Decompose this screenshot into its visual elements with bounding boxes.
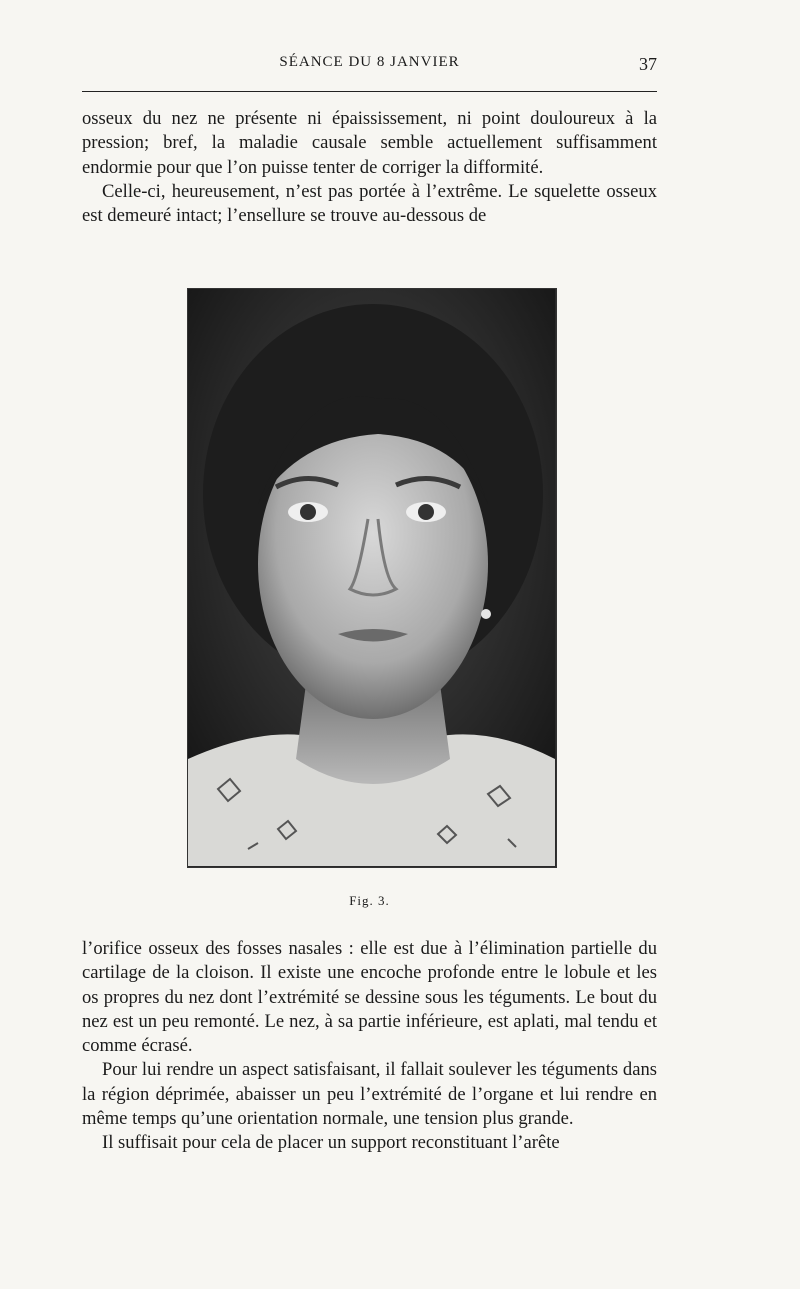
paragraph: Pour lui rendre un aspect satisfaisant, il fallait soulever les téguments dans la région déprimée, abaisser un peu l’extrémité de l’organe et lui rendre en même temps qu’une orientation normale, une tension plus grande.: [82, 1059, 657, 1130]
paragraph: Celle-ci, heureusement, n’est pas portée à l’extrême. Le squelette osseux est demeuré intact; l’ensellure se trouve au-dessous de: [82, 180, 657, 227]
page-header: [82, 54, 657, 82]
figure-caption: Fig. 3.: [349, 893, 390, 908]
page-number: 37: [639, 54, 657, 74]
paragraph: l’orifice osseux des fosses nasales : elle est due à l’élimination partielle du cartilage de la cloison. Il existe une encoche profonde entre le lobule et les os propres du nez dont l’extrémité se dessine sous les téguments. Le bout du nez est un peu remonté. Le nez, à sa partie inférieure, est aplati, mal tendu et comme écrasé.: [82, 938, 657, 1057]
paragraph-continuation: osseux du nez ne présente ni épaississement, ni point douloureux à la pression; bref, la maladie causale semble actuellement suffisamment endormie pour que l’on puisse tenter de corriger la difformité.: [82, 108, 657, 178]
portrait-image: [188, 289, 555, 866]
paragraph: Il suffisait pour cela de placer un support reconstituant l’arête: [102, 1132, 560, 1154]
figure-photograph: [187, 288, 557, 868]
text-block-top: [82, 107, 657, 228]
header-rule: [82, 91, 657, 92]
text-block-bottom: [82, 937, 657, 1156]
running-head: SÉANCE DU 8 JANVIER: [279, 54, 460, 70]
